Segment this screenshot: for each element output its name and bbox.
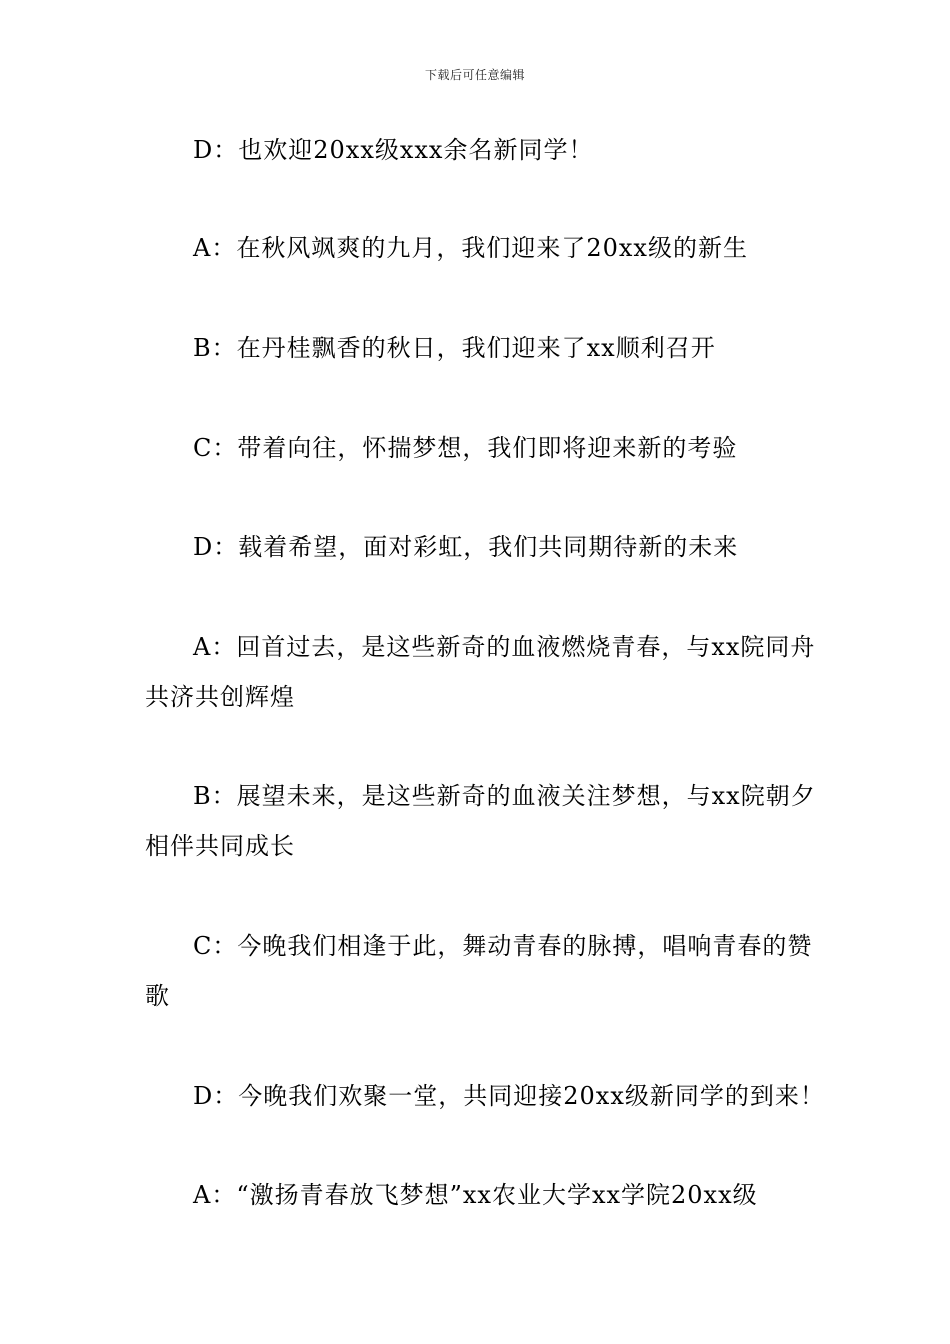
paragraph: B：在丹桂飘香的秋日，我们迎来了xx顺利召开 [193, 334, 716, 362]
paragraph: C：今晚我们相逢于此，舞动青春的脉搏，唱响青春的赞歌 [145, 932, 813, 1010]
paragraph: A：回首过去，是这些新奇的血液燃烧青春，与xx院同舟共济共创辉煌 [145, 633, 816, 711]
paragraph: B：展望未来，是这些新奇的血液关注梦想，与xx院朝夕相伴共同成长 [145, 782, 816, 860]
paragraph: A：在秋风飒爽的九月，我们迎来了20xx级的新生 [193, 234, 748, 262]
paragraph: D：今晚我们欢聚一堂，共同迎接20xx级新同学的到来！ [193, 1082, 825, 1110]
paragraph: A：“激扬青春放飞梦想”xx农业大学xx学院20xx级 [193, 1181, 758, 1209]
paragraph: D：也欢迎20xx级xxx余名新同学！ [193, 136, 594, 164]
paragraph: C：带着向往，怀揣梦想，我们即将迎来新的考验 [193, 434, 738, 462]
header-note: 下载后可任意编辑 [424, 68, 525, 82]
paragraph: D：载着希望，面对彩虹，我们共同期待新的未来 [193, 533, 739, 561]
